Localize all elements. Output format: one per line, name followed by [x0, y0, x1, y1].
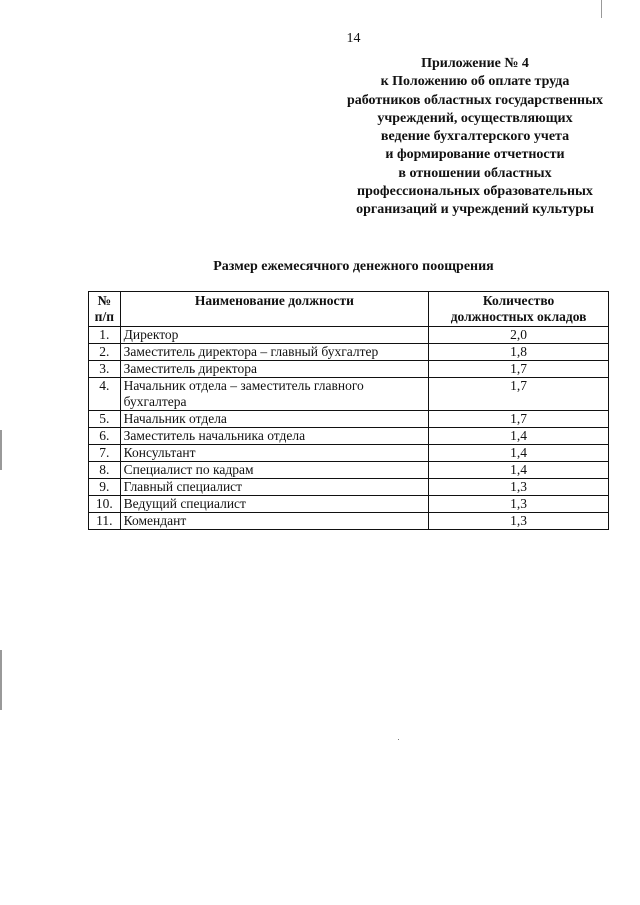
- row-position: Специалист по кадрам: [120, 462, 429, 479]
- row-number: 2.: [89, 344, 121, 361]
- scan-edge-mark: [0, 650, 2, 710]
- scan-edge-mark: [0, 430, 2, 470]
- row-value: 1,7: [429, 411, 609, 428]
- appendix-line: ведение бухгалтерского учета: [380, 129, 570, 145]
- row-value: 1,4: [429, 445, 609, 462]
- row-position: Главный специалист: [120, 479, 429, 496]
- appendix-line: организаций и учреждений культуры: [356, 202, 594, 218]
- appendix-line: к Положению об оплате труда: [380, 74, 570, 90]
- row-position: Консультант: [120, 445, 429, 462]
- appendix-line: учреждений, осуществляющих: [377, 110, 573, 126]
- table-row: [89, 378, 609, 411]
- row-value: 1,3: [429, 513, 609, 530]
- row-number: 11.: [89, 513, 121, 530]
- table-row: [89, 411, 609, 428]
- row-position: Заместитель начальника отдела: [120, 428, 429, 445]
- row-position: Заместитель директора – главный бухгалтер: [120, 344, 429, 361]
- header-salary-line1: Количество: [482, 293, 555, 308]
- row-value: 1,7: [429, 378, 609, 411]
- row-number: 5.: [89, 411, 121, 428]
- page-number: 14: [346, 31, 361, 46]
- table-header-row: [89, 292, 609, 327]
- header-salary-line2: должностных окладов: [450, 309, 587, 324]
- scan-speck: [398, 739, 399, 740]
- appendix-line: и формирование отчетности: [385, 147, 565, 163]
- row-number: 7.: [89, 445, 121, 462]
- row-number: 8.: [89, 462, 121, 479]
- appendix-heading: [330, 55, 620, 220]
- table-row: [89, 445, 609, 462]
- row-number: 10.: [89, 496, 121, 513]
- header-number: [89, 292, 121, 327]
- row-position: Директор: [120, 327, 429, 344]
- row-number: 3.: [89, 361, 121, 378]
- appendix-line: в отношении областных: [398, 165, 552, 181]
- row-value: 1,4: [429, 462, 609, 479]
- row-number: 6.: [89, 428, 121, 445]
- header-number-line1: №: [97, 293, 112, 308]
- table-row: [89, 428, 609, 445]
- row-number: 4.: [89, 378, 121, 411]
- table-row: [89, 496, 609, 513]
- row-position: Ведущий специалист: [120, 496, 429, 513]
- table-row: [89, 479, 609, 496]
- row-value: 1,3: [429, 496, 609, 513]
- bonus-table: [88, 291, 609, 530]
- appendix-line: профессиональных образовательных: [357, 184, 593, 200]
- row-value: 1,4: [429, 428, 609, 445]
- scan-edge-mark: [601, 0, 602, 18]
- row-value: 1,3: [429, 479, 609, 496]
- row-position: Начальник отдела: [120, 411, 429, 428]
- row-position: Заместитель директора: [120, 361, 429, 378]
- header-position-name: [120, 292, 429, 327]
- row-value: 1,7: [429, 361, 609, 378]
- row-number: 1.: [89, 327, 121, 344]
- appendix-line: работников областных государственных: [346, 92, 604, 108]
- table-row: [89, 513, 609, 530]
- header-position-text: Наименование должности: [194, 293, 354, 308]
- header-salary-count: [429, 292, 609, 327]
- table-row: [89, 344, 609, 361]
- appendix-line: Приложение № 4: [421, 56, 529, 71]
- table-row: [89, 361, 609, 378]
- row-value: 1,8: [429, 344, 609, 361]
- document-title: Размер ежемесячного денежного поощрения: [213, 259, 494, 274]
- table-row: [89, 462, 609, 479]
- row-position: Начальник отдела – заместитель главного бухгалтера: [120, 378, 429, 411]
- row-position: Комендант: [120, 513, 429, 530]
- header-number-line2: п/п: [94, 309, 114, 324]
- row-value: 2,0: [429, 327, 609, 344]
- row-number: 9.: [89, 479, 121, 496]
- table-row: [89, 327, 609, 344]
